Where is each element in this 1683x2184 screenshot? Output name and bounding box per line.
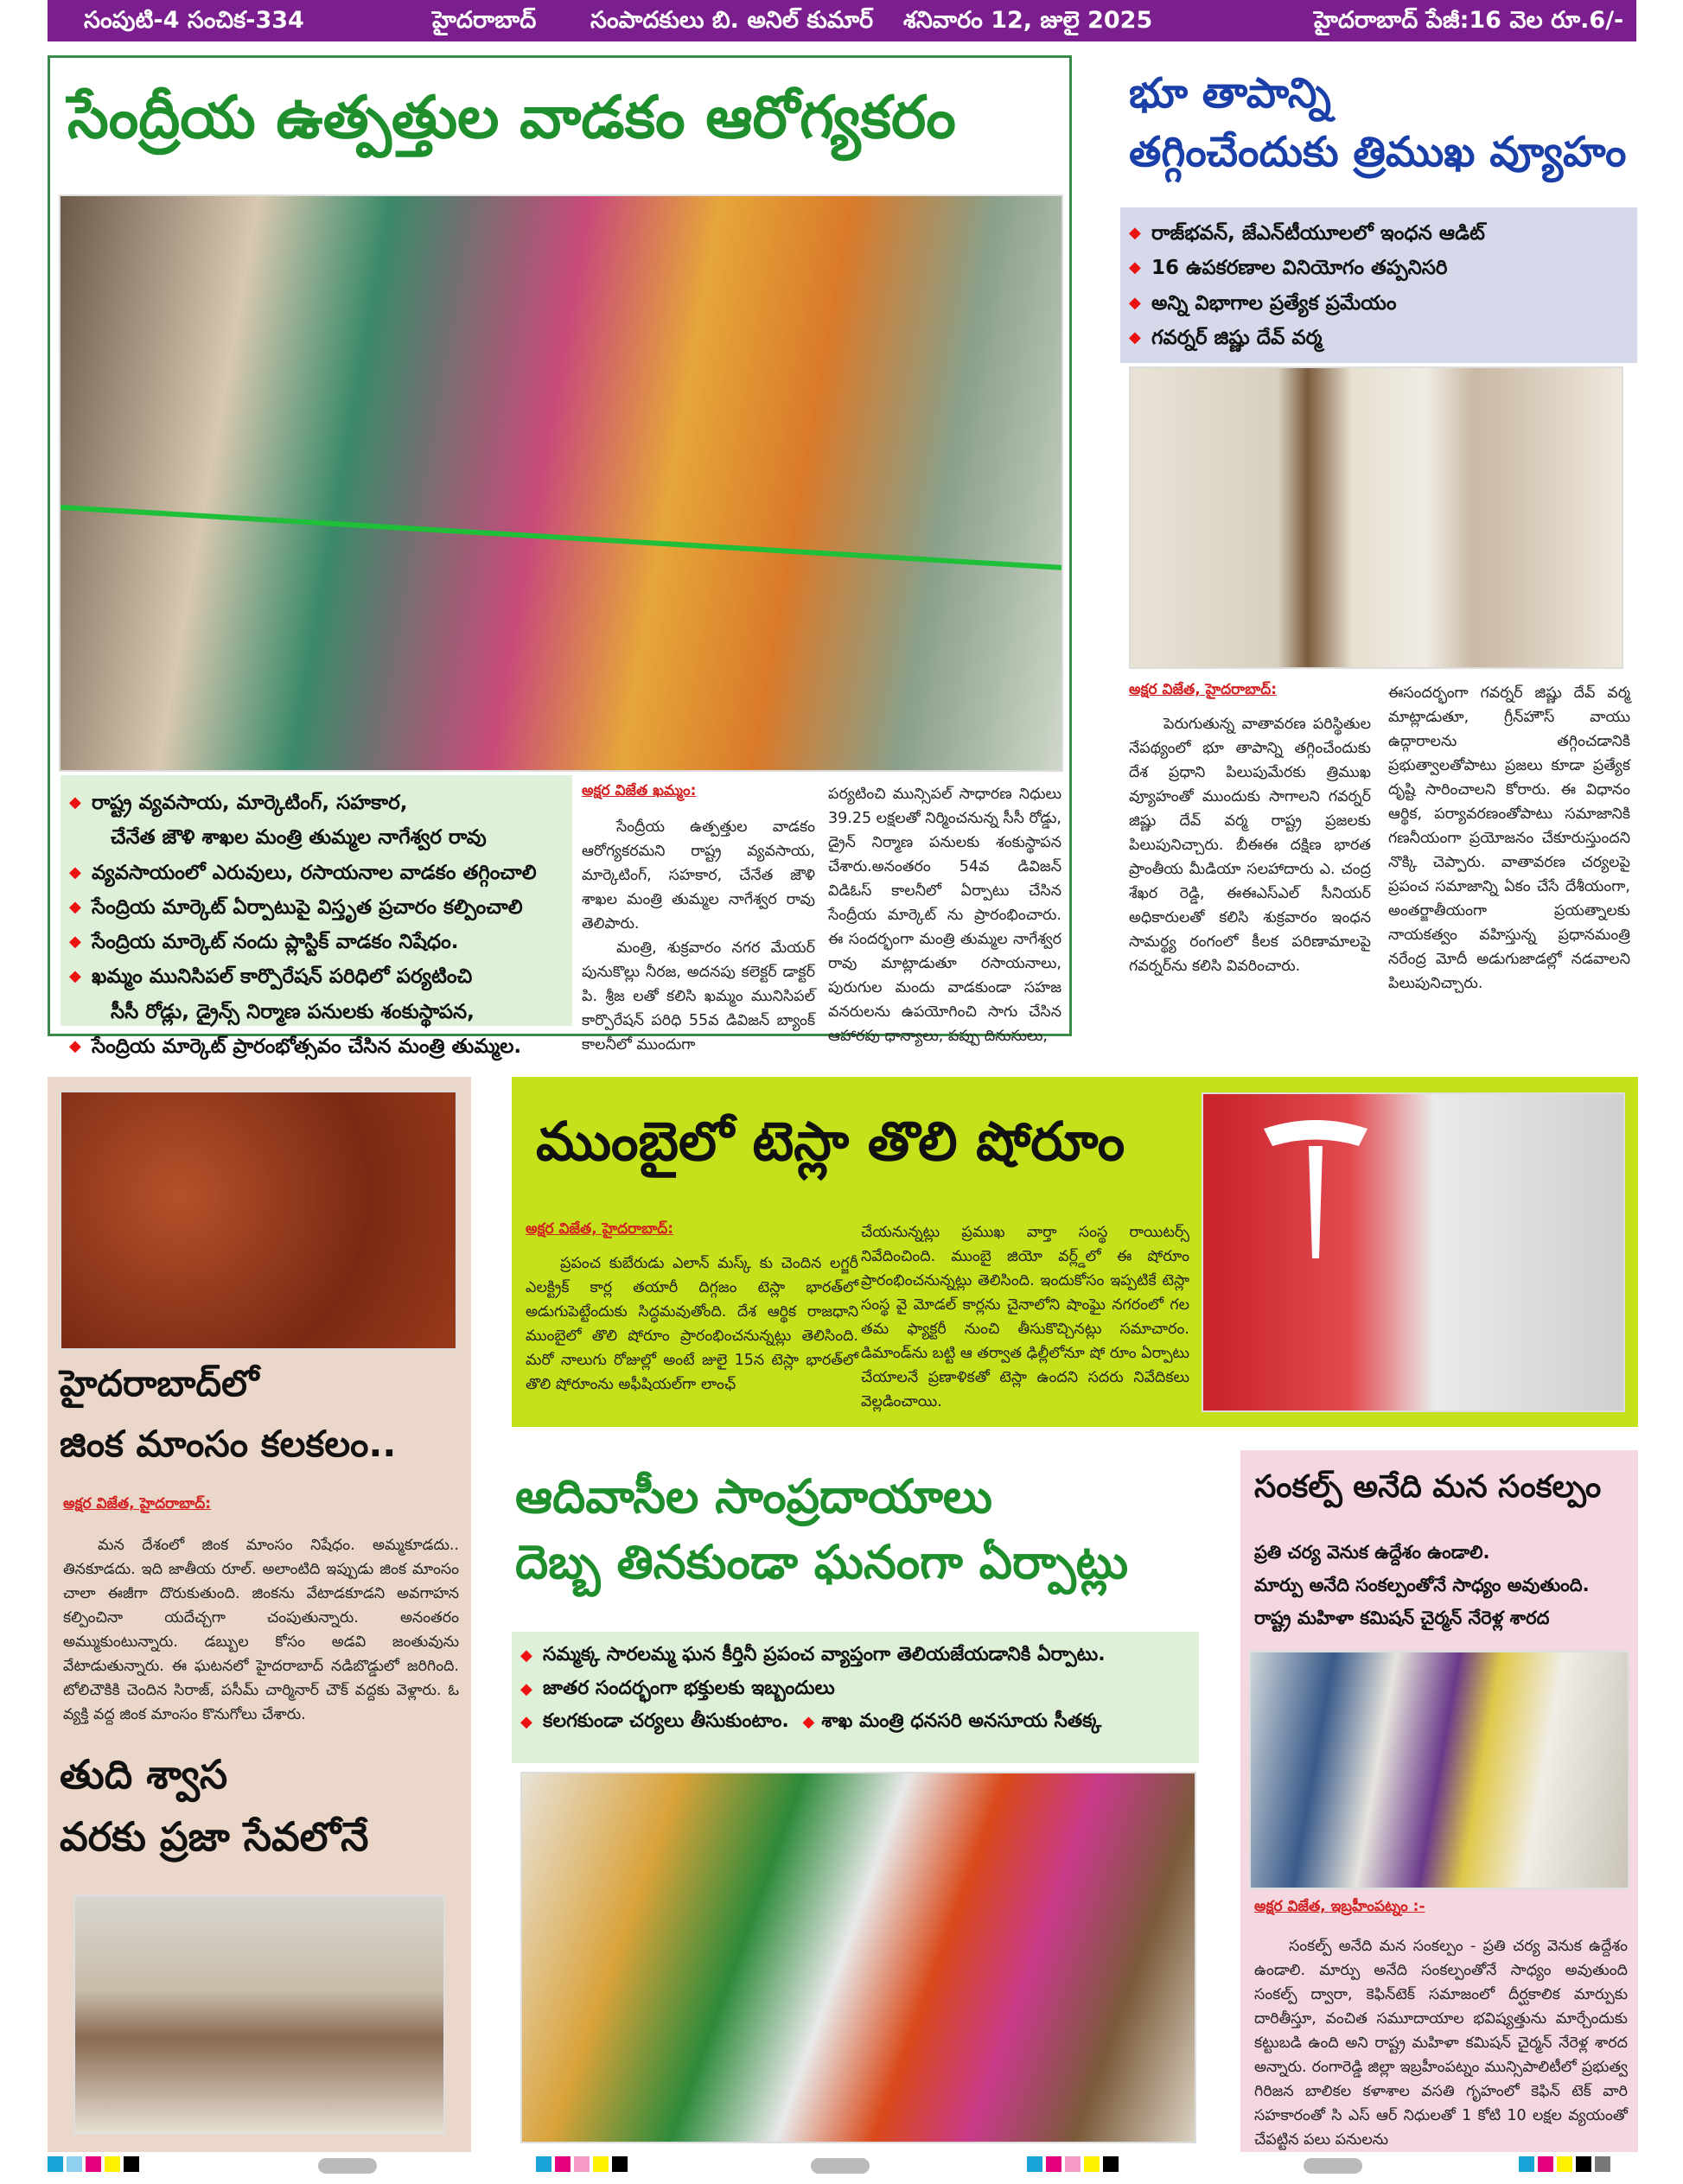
bullet-item: ◆ సమ్మక్క సారలమ్మ ఘన కీర్తినీ ప్రపంచ వ్యాప్తంగా తెలియజేయడానికి ఏర్పాటు. xyxy=(520,1644,1106,1665)
story-tesla-col2: చేయనున్నట్లు ప్రముఖ వార్తా సంస్థ రాయిటర్స్ నివేదించింది. ముంబై జియో వర్ల్డ్‌లో ఈ షోరూం ప్రారంభించనున్నట్లు తెలిసింది. ఇందుకోసం ఇప్పటికే టెస్లా సంస్థ వై మోడల్ కార్లను చైనాలోని షాంఘై నగరంలో గల తమ ఫ్యాక్టరీ నుంచి తీసుకొచ్చినట్లు సమాచారం. డిమాండ్‌ను బట్టి ఆ తర్వాత ఢిల్లీలోనూ షో రూం ఏర్పాటు చేయాలనే ప్రణాళికతో టెస్లా ఉందని సదరు నివేదికలు వెల్లడించాయి. xyxy=(861,1224,1189,1410)
dateline: అక్షర విజేత, హైదరాబాద్: xyxy=(63,1495,212,1512)
registration-pill xyxy=(1304,2158,1362,2174)
masthead-pageinfo: హైదరాబాద్ పేజీ:16 వెల రూ.6/- xyxy=(1314,7,1624,34)
story-adivasi xyxy=(512,1461,1203,2152)
tesla-photo xyxy=(1202,1092,1625,1412)
bullet-item: ◆ కలగకుండా చర్యలు తీసుకుంటాం. ◆ శాఖ మంత్రి ధనసరి అనసూయ సీతక్క xyxy=(520,1710,1102,1732)
story-tesla xyxy=(512,1077,1638,1427)
story-adivasi-bullets xyxy=(512,1632,1199,1763)
story-sankalp-headline: సంకల్ప్ అనేది మన సంకల్పం xyxy=(1254,1469,1602,1505)
story-warming-col1 xyxy=(1129,681,1371,978)
dateline: అక్షర విజేత, హైదరాబాద్: xyxy=(1129,681,1278,698)
masthead xyxy=(48,0,1636,41)
registration-marks xyxy=(536,2156,628,2172)
story-organic-bullets xyxy=(61,775,572,1058)
story-service-headline-1: తుది శ్వాస xyxy=(60,1751,228,1798)
story-tesla-col1 xyxy=(526,1220,858,1397)
registration-pill xyxy=(318,2158,377,2174)
body-text: మంత్రి, శుక్రవారం నగర మేయర్ పునుకొల్లు నీరజ, అదనపు కలెక్టర్ డాక్టర్ పి. శ్రీజ లతో కలిసి ఖమ్మం మునిసిపల్ కార్పొరేషన్ పరిధి 55వ డివిజన్ బ్యాంక్ కాలనీలో ముందుగా xyxy=(582,939,815,1054)
masthead-editor: సంపాదకులు బి. అనిల్ కుమార్ xyxy=(590,7,874,34)
masthead-date: శనివారం 12, జులై 2025 xyxy=(903,7,1153,34)
tesla-logo-icon xyxy=(1203,1094,1625,1412)
dateline: అక్షర విజేత ఖమ్మం: xyxy=(582,782,697,799)
story-adivasi-photo xyxy=(520,1772,1196,2143)
story-organic-photo xyxy=(59,194,1063,772)
bullet-item: ◆ రాష్ట్ర వ్యవసాయ, మార్కెటింగ్, సహకార, xyxy=(69,792,408,814)
bullet-item: ◆ గవర్నర్ జిష్ణు దేవ్ వర్మ xyxy=(1129,326,1323,349)
story-organic-headline: సేంద్రీయ ఉత్పత్తుల వాడకం ఆరోగ్యకరం xyxy=(67,84,956,152)
bullet-item: ◆ సేంద్రియ మార్కెట్ నందు ప్లాస్టిక్ వాడకం నిషేధం. xyxy=(69,931,459,953)
meat-photo xyxy=(60,1091,457,1350)
bullet-item: ◆ ఖమ్మం మునిసిపల్ కార్పొరేషన్ పరిధిలో పర్యటించి xyxy=(69,965,473,989)
bullet-item: ◆ వ్యవసాయంలో ఎరువులు, రసాయనాల వాడకం తగ్గించాలి xyxy=(69,861,537,884)
bullet-item: ◆ రాజ్‌భవన్, జేఎన్‌టీయూలలో ఇంధన ఆడిట్ xyxy=(1129,222,1485,245)
ribbon-icon xyxy=(61,196,1063,772)
story-warming-photo xyxy=(1129,366,1623,669)
bullet-item: ◆ సేంద్రియ మార్కెట్ ప్రారంభోత్సవం చేసిన మంత్రి తుమ్మల. xyxy=(69,1035,522,1058)
story-organic xyxy=(48,55,1072,1058)
body-text: సేంద్రీయ ఉత్పత్తుల వాడకం ఆరోగ్యకరమని రాష్ట్ర వ్యవసాయ, మార్కెటింగ్, సహకార, చేనేత జౌళి శాఖల మంత్రి తుమ్మల నాగేశ్వర రావు తెలిపారు. xyxy=(582,818,815,933)
story-warming-headline-1: భూ తాపాన్ని xyxy=(1129,69,1331,118)
bullet-item: ◆ 16 ఉపకరణాల వినియోగం తప్పనిసరి xyxy=(1129,257,1448,280)
story-warming xyxy=(1115,55,1638,1036)
bullet-item: సీసీ రోడ్లు, డ్రైన్స్ నిర్మాణ పనులకు శంకుస్థాపన, xyxy=(111,1000,475,1023)
story-organic-col1 xyxy=(582,782,815,1057)
story-service-headline-2: వరకు ప్రజా సేవలోనే xyxy=(60,1813,369,1860)
body-text: పెరుగుతున్న వాతావరణ పరిస్థితుల నేపథ్యంలో భూ తాపాన్ని తగ్గించేందుకు దేశ ప్రధాని పిలుపుమేరకు త్రిముఖ వ్యూహంతో ముందుకు సాగాలని గవర్నర్ జిష్ణు దేవ్ వర్మ రాష్ట్ర ప్రజలకు పిలుపునిచ్చారు. బీఈఈ దక్షిణ భారత ప్రాంతీయ మీడియా సలహాదారు ఎ. చంద్ర శేఖర రెడ్డి, ఈఈఎస్ఎల్ సీనియర్ అధికారులతో కలిసి శుక్రవారం ఇంధన సామర్థ్య రంగంలో కీలక పరిణామాలపై గవర్నర్‌ను కలిసి వివరించారు. xyxy=(1129,716,1371,975)
left-column-panel xyxy=(48,1077,471,2152)
registration-pill xyxy=(811,2158,870,2174)
sub-line: మార్పు అనేది సంకల్పంతోనే సాధ్యం అవుతుంది. xyxy=(1254,1574,1590,1595)
story-tesla-headline: ముంబైలో టెస్లా తొలి షోరూం xyxy=(536,1110,1125,1173)
masthead-city: హైదరాబాద్ xyxy=(432,7,537,34)
registration-marks xyxy=(48,2156,139,2172)
sub-line: ప్రతి చర్య వెనుక ఉద్దేశం ఉండాలి. xyxy=(1254,1542,1490,1563)
story-sankalp-photo xyxy=(1249,1651,1629,1889)
body-text: ప్రపంచ కుబేరుడు ఎలాన్ మస్క్ కు చెందిన లగ్జరీ ఎలక్ట్రిక్ కార్ల తయారీ దిగ్గజం టెస్లా భారత్‌లో అడుగుపెట్టేందుకు సిద్ధమవుతోంది. దేశ ఆర్థిక రాజధాని ముంబైలో తొలి షోరూం ప్రారంభించనున్నట్లు తెలిసింది. మరో నాలుగు రోజుల్లో అంటే జులై 15న టెస్లా భారత్‌లో తొలి షోరూంను అఫీషియల్‌గా లాంఛ్ xyxy=(526,1255,858,1393)
bullet-item: ◆ జాతర సందర్భంగా భక్తులకు ఇబ్బందులు xyxy=(520,1677,835,1699)
story-sankalp xyxy=(1240,1450,1638,2152)
masthead-volume: సంపుటి-4 సంచిక-334 xyxy=(84,7,304,34)
story-deer-body: మన దేశంలో జింక మాంసం నిషేధం. అమ్మకూడదు.. తినకూడదు. ఇది జాతీయ రూల్. అలాంటిది ఇప్పుడు జింక మాంసం చాలా ఈజీగా దొరుకుతుంది. జింకను వేటాడకూడని అవగాహన కల్పించినా యదేచ్చగా చంపుతున్నారు. అనంతరం అమ్ముకుంటున్నారు. డబ్బుల కోసం అడవి జంతువును వేటాడుతున్నారు. ఈ ఘటనలో హైదరాబాద్ నడిబొడ్డులో జరిగింది. టోలిచౌకికి చెందిన సిరాజ్, పసీమ్ చార్మినార్ చౌక్ వద్దకు వెళ్లారు. ఓ వ్యక్తి వద్ద జింక మాంసం కొనుగోలు చేశారు. xyxy=(63,1537,459,1723)
story-adivasi-headline-1: ఆదివాసీల సాంప్రదాయాలు xyxy=(515,1469,992,1524)
dateline: అక్షర విజేత, ఇబ్రహీంపట్నం :- xyxy=(1254,1898,1425,1915)
story-sankalp-body: సంకల్ప్ అనేది మన సంకల్పం - ప్రతి చర్య వెనుక ఉద్దేశం ఉండాలి. మార్పు అనేది సంకల్పంతోనే సాధ్యం అవుతుంది సంకల్ప్ ద్వారా, కెఫిన్‌టెక్ సమాజంలో దీర్ఘకాలిక మార్పుకు దారితీస్తూ, వంచిత సమూదాయాల భవిష్యత్తును మార్చేందుకు కట్టుబడి ఉంది అని రాష్ట్ర మహిళా కమిషన్ చైర్మన్ నేరెళ్ల శారద అన్నారు. రంగారెడ్డి జిల్లా ఇబ్రహీంపట్నం మున్సిపాలిటీలో ప్రభుత్వ గిరిజన బాలికల కళాశాల వసతి గృహంలో కెఫిన్ టెక్ వారి సహకారంతో సి ఎస్ ఆర్ నిధులతో 1 కోటి 10 లక్షల వ్యయంతో చేపట్టిన పలు పనులను xyxy=(1254,1938,1628,2149)
registration-marks xyxy=(1027,2156,1119,2172)
story-deer-headline-2: జింక మాంసం కలకలం.. xyxy=(60,1423,397,1465)
dateline: అక్షర విజేత, హైదరాబాద్: xyxy=(526,1220,674,1238)
story-sankalp-subs xyxy=(1254,1537,1635,1634)
portrait-photo xyxy=(73,1894,445,2135)
sub-line: రాష్ట్ర మహిళా కమిషన్ చైర్మన్ నేరెళ్ల శారద xyxy=(1254,1607,1550,1628)
bullet-item: ◆ సేంద్రియ మార్కెట్ ఏర్పాటుపై విస్తృత ప్రచారం కల్పించాలి xyxy=(69,895,523,919)
bullet-item: ◆ అన్ని విభాగాల ప్రత్యేక ప్రమేయం xyxy=(1129,291,1397,315)
story-warming-col2: ఈసందర్భంగా గవర్నర్ జిష్ణు దేవ్ వర్మ మాట్లాడుతూ, గ్రీన్‌హౌస్ వాయు ఉద్గారాలను తగ్గించడానికి ప్రభుత్వాలతోపాటు ప్రజలు కూడా ప్రత్యేక దృష్టి సారించాలని కోరారు. ఈ విధానం ఆర్థిక, పర్యావరణంతోపాటు సమాజానికి గణనీయంగా ప్రయోజనం చేకూరుస్తుందని నొక్కి చెప్పారు. వాతావరణ చర్యలపై ప్రపంచ సమాజాన్ని ఏకం చేసే దేశీయంగా, అంతర్జాతీయంగా ప్రయత్నాలకు నాయకత్వం వహిస్తున్న ప్రధానమంత్రి నరేంద్ర మోదీ అడుగుజాడల్లో నడవాలని పిలుపునిచ్చారు. xyxy=(1388,684,1630,992)
bullet-item: చేనేత జౌళి శాఖల మంత్రి తుమ్మల నాగేశ్వర రావు xyxy=(111,826,487,850)
story-adivasi-headline-2: దెబ్బ తినకుండా ఘనంగా ఏర్పాట్లు xyxy=(515,1535,1129,1589)
story-deer-headline-1: హైదరాబాద్‌లో xyxy=(60,1362,259,1404)
story-organic-col2: పర్యటించి మున్సిపల్ సాధారణ నిధులు 39.25 లక్షలతో నిర్మించనున్న సీసీ రోడ్డు, డ్రైన్ నిర్మాణ పనులకు శంకుస్థాపన చేశారు.అనంతరం 54వ డివిజన్ విడిఓస్ కాలనీలో ఏర్పాటు చేసిన సేంద్రీయ మార్కెట్ ను ప్రారంభించారు. ఈ సందర్భంగా మంత్రి తుమ్మల నాగేశ్వర రావు మాట్లాడుతూ రసాయనాలు, పురుగుల మందు వాడకుండా సహజ వనరులను ఉపయోగించి సాగు చేసిన ఆహారపు ధాన్యాలు, పప్పు దినుసులు, xyxy=(828,786,1061,1045)
story-warming-headline-2: తగ్గించేందుకు త్రిముఖ వ్యూహం xyxy=(1129,128,1627,176)
story-warming-bullets xyxy=(1120,207,1637,363)
registration-marks xyxy=(1519,2156,1610,2172)
